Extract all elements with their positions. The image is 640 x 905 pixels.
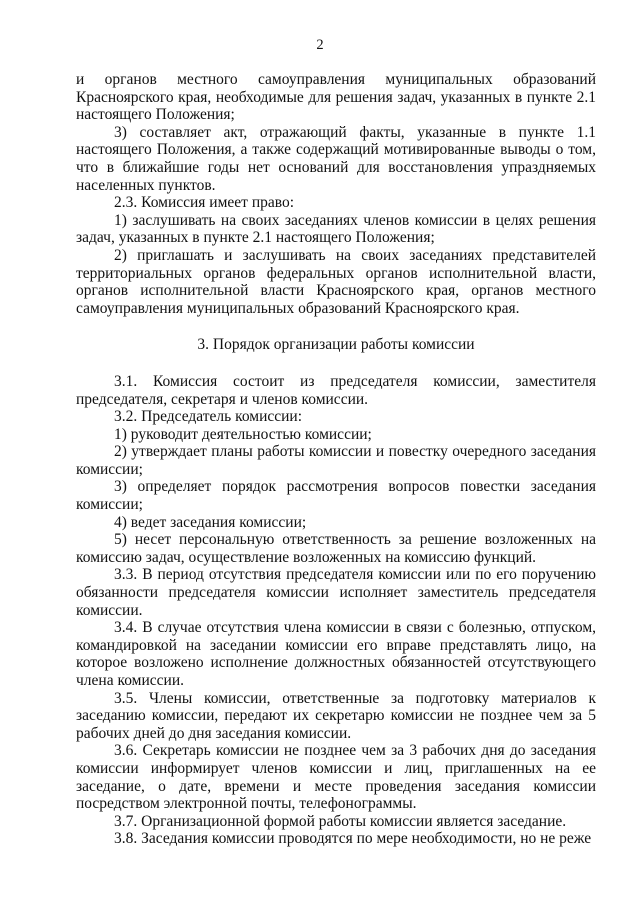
paragraph: 3) составляет акт, отражающий факты, указанные в пункте 1.1 настоящего Положения, а также содержащий мотивированные выводы о том, что в ближайшие годы нет оснований для восстановления упраздняемых населенных пунктов. — [76, 123, 596, 194]
paragraph: 3.2. Председатель комиссии: — [114, 408, 303, 426]
paragraph: 5) несет персональную ответственность за решение возложенных на комиссию задач, осуществление возложенных на комиссию функций. — [76, 531, 596, 566]
paragraph: 3.6. Секретарь комиссии не позднее чем за 3 рабочих дня до заседания комиссии информирует членов комиссии и лиц, приглашенных на ее заседание, о дате, времени и месте проведения заседания комиссии посредством электронной почты, телефонограммы. — [76, 742, 596, 813]
paragraph: 4) ведет заседания комиссии; — [114, 513, 307, 531]
paragraph: 2.3. Комиссия имеет право: — [114, 194, 295, 212]
paragraph: 3.8. Заседания комиссии проводятся по мере необходимости, но не реже — [114, 830, 592, 848]
section-heading: 3. Порядок организации работы комиссии — [197, 336, 475, 354]
paragraph: 3.4. В случае отсутствия члена комиссии в связи с болезнью, отпуском, командировкой на заседании комиссии его вправе представлять лицо, на которое возложено исполнение должностных обязанностей отсутствующего члена комиссии. — [76, 619, 596, 689]
paragraph: 3.5. Члены комиссии, ответственные за подготовку материалов к заседанию комиссии, передают их секретарю комиссии не позднее чем за 5 рабочих дней до дня заседания комиссии. — [76, 689, 596, 742]
paragraph: 3) определяет порядок рассмотрения вопросов повестки заседания комиссии; — [76, 478, 596, 514]
paragraph: 3.1. Комиссия состоит из председателя комиссии, заместителя председателя, секретаря и членов комиссии. — [76, 372, 596, 408]
paragraph: и органов местного самоуправления муниципальных образований Красноярского края, необходимые для решения задач, указанных в пункте 2.1 настоящего Положения; — [76, 71, 596, 124]
paragraphs-after — [76, 373, 596, 848]
paragraph: 3.7. Организационной формой работы комиссии является заседание. — [114, 812, 567, 830]
paragraph: 1) руководит деятельностью комиссии; — [114, 425, 372, 443]
paragraph: 3.3. В период отсутствия председателя комиссии или по его поручению обязанности председателя комиссии исполняет заместитель председателя комиссии. — [76, 566, 596, 619]
paragraph: 2) утверждает планы работы комиссии и повестку очередного заседания комиссии; — [76, 443, 596, 478]
paragraph: 1) заслушивать на своих заседаниях членов комиссии в целях решения задач, указанных в пункте 2.1 настоящего Положения; — [76, 211, 596, 247]
paragraph: 2) приглашать и заслушивать на своих заседаниях представителей территориальных органов федеральных органов исполнительной власти, органов исполнительной власти Красноярского края, органов местного самоуправления муниципальных образований Красноярского края. — [76, 246, 596, 317]
page-number: 2 — [316, 37, 324, 53]
paragraphs-before — [76, 71, 596, 317]
document-body — [76, 71, 596, 848]
